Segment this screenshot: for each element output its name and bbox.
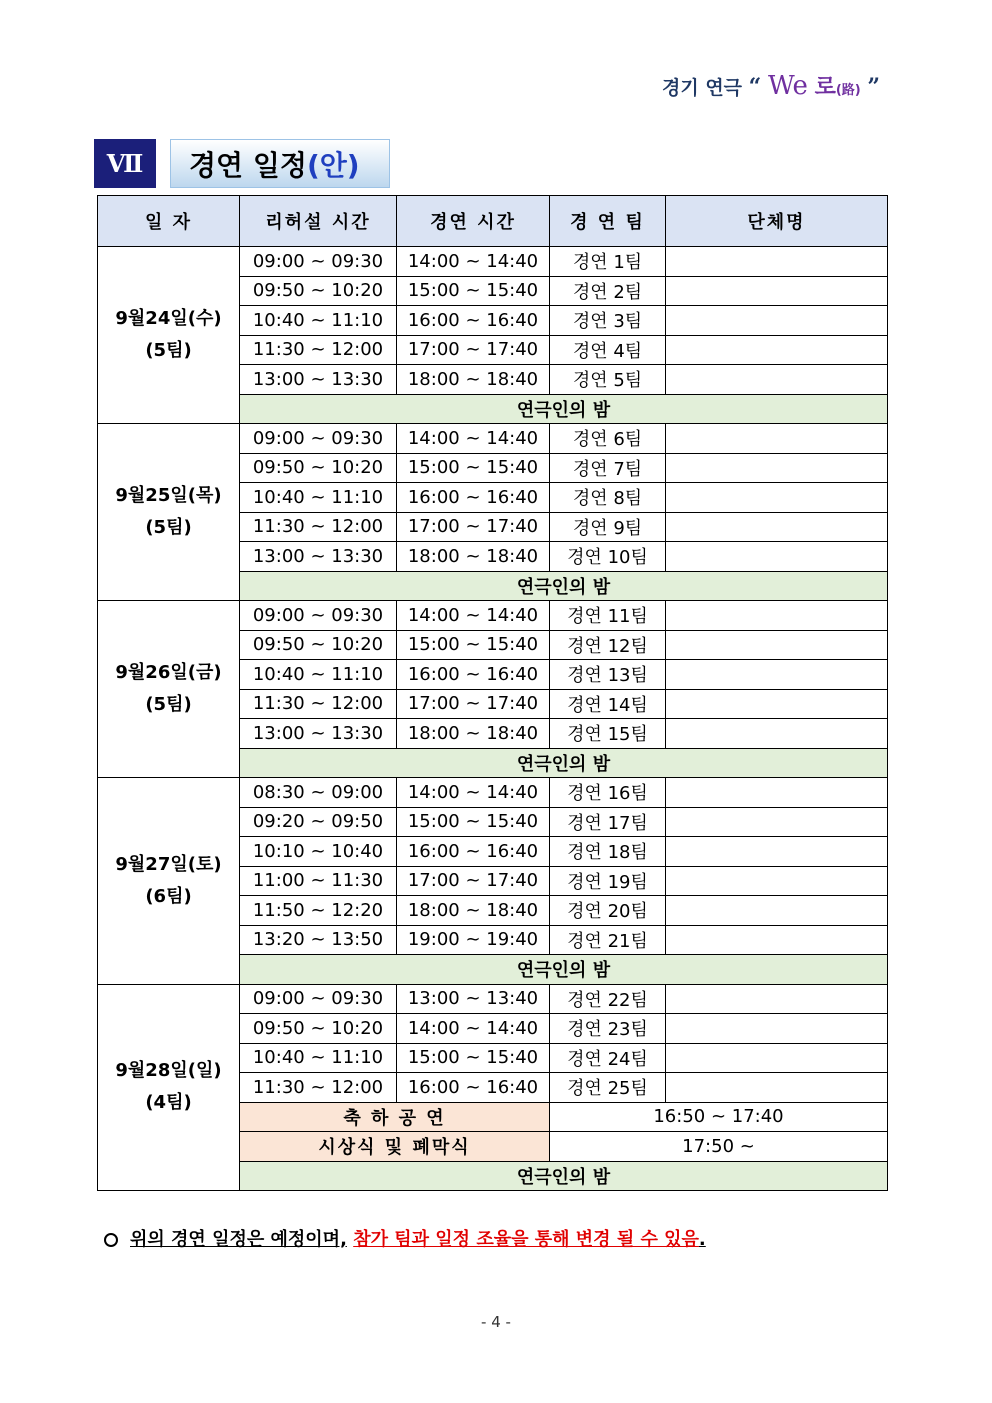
date-label: 9월24일(수): [115, 308, 222, 329]
team-name: 경연 24팀: [550, 1043, 666, 1073]
rehearsal-time: 09:50 ~ 10:20: [240, 630, 397, 660]
rehearsal-time: 09:50 ~ 10:20: [240, 276, 397, 306]
section-title-text: 경연 일정: [189, 148, 307, 182]
note-warning: 참가 팀과 일정 조율을 통해 변경 될 수 있음: [353, 1229, 699, 1250]
night-event: 연극인의 밤: [240, 394, 888, 424]
schedule-body: [98, 247, 888, 1191]
header-rehearsal: 리허설 시간: [240, 196, 397, 247]
group-name: [666, 837, 888, 867]
performance-time: 15:00 ~ 15:40: [397, 807, 550, 837]
performance-time: 18:00 ~ 18:40: [397, 542, 550, 572]
team-name: 경연 17팀: [550, 807, 666, 837]
header-we: We: [767, 71, 808, 101]
rehearsal-time: 10:40 ~ 11:10: [240, 483, 397, 513]
open-quote: “: [748, 74, 762, 100]
team-count: (6팀): [145, 885, 192, 907]
date-cell: [98, 778, 240, 985]
performance-time: 13:00 ~ 13:40: [397, 984, 550, 1014]
rehearsal-time: 09:00 ~ 09:30: [240, 424, 397, 454]
date-label: 9월25일(목): [115, 485, 222, 506]
date-cell: [98, 247, 240, 424]
team-name: 경연 12팀: [550, 630, 666, 660]
performance-time: 19:00 ~ 19:40: [397, 925, 550, 955]
performance-time: 14:00 ~ 14:40: [397, 247, 550, 277]
group-name: [666, 866, 888, 896]
group-name: [666, 778, 888, 808]
night-event: 연극인의 밤: [240, 748, 888, 778]
group-name: [666, 365, 888, 395]
performance-time: 14:00 ~ 14:40: [397, 778, 550, 808]
group-name: [666, 424, 888, 454]
section-title-suffix: (안): [306, 148, 360, 182]
close-quote: ”: [867, 74, 880, 100]
section-number: Ⅶ: [94, 139, 156, 188]
rehearsal-time: 11:50 ~ 12:20: [240, 896, 397, 926]
team-name: 경연 19팀: [550, 866, 666, 896]
date-label: 9월27일(토): [115, 853, 222, 875]
rehearsal-time: 13:00 ~ 13:30: [240, 365, 397, 395]
rehearsal-time: 08:30 ~ 09:00: [240, 778, 397, 808]
table-row: [98, 424, 888, 454]
rehearsal-time: 09:00 ~ 09:30: [240, 601, 397, 631]
performance-time: 17:00 ~ 17:40: [397, 866, 550, 896]
group-name: [666, 335, 888, 365]
performance-time: 14:00 ~ 14:40: [397, 601, 550, 631]
header-group: 단체명: [666, 196, 888, 247]
team-name: 경연 25팀: [550, 1073, 666, 1103]
table-row: [98, 247, 888, 277]
header-date: 일 자: [98, 196, 240, 247]
group-name: [666, 660, 888, 690]
rehearsal-time: 10:10 ~ 10:40: [240, 837, 397, 867]
team-count: (4팀): [145, 1092, 192, 1114]
header-performance: 경연 시간: [397, 196, 550, 247]
date-label: 9월28일(일): [115, 1060, 222, 1082]
team-name: 경연 5팀: [550, 365, 666, 395]
date-cell: [98, 601, 240, 778]
performance-time: 15:00 ~ 15:40: [397, 453, 550, 483]
header-ro: 로: [814, 75, 836, 100]
rehearsal-time: 11:30 ~ 12:00: [240, 335, 397, 365]
rehearsal-time: 13:20 ~ 13:50: [240, 925, 397, 955]
team-name: 경연 9팀: [550, 512, 666, 542]
rehearsal-time: 13:00 ~ 13:30: [240, 719, 397, 749]
team-count: (5팀): [145, 517, 192, 538]
performance-time: 18:00 ~ 18:40: [397, 896, 550, 926]
rehearsal-time: 11:30 ~ 12:00: [240, 1073, 397, 1103]
team-count: (5팀): [145, 340, 192, 361]
performance-time: 16:00 ~ 16:40: [397, 1073, 550, 1103]
group-name: [666, 453, 888, 483]
group-name: [666, 984, 888, 1014]
performance-time: 16:00 ~ 16:40: [397, 660, 550, 690]
schedule-note: [104, 1225, 706, 1251]
night-event: 연극인의 밤: [240, 955, 888, 985]
performance-time: 17:00 ~ 17:40: [397, 689, 550, 719]
rehearsal-time: 11:30 ~ 12:00: [240, 689, 397, 719]
team-name: 경연 22팀: [550, 984, 666, 1014]
rehearsal-time: 11:30 ~ 12:00: [240, 512, 397, 542]
group-name: [666, 1073, 888, 1103]
team-name: 경연 20팀: [550, 896, 666, 926]
date-cell: [98, 984, 240, 1191]
team-name: 경연 18팀: [550, 837, 666, 867]
group-name: [666, 276, 888, 306]
schedule-table: [97, 195, 888, 1191]
team-name: 경연 10팀: [550, 542, 666, 572]
group-name: [666, 306, 888, 336]
group-name: [666, 247, 888, 277]
rehearsal-time: 09:50 ~ 10:20: [240, 453, 397, 483]
night-event: 연극인의 밤: [240, 571, 888, 601]
note-period: .: [698, 1229, 706, 1250]
performance-time: 15:00 ~ 15:40: [397, 630, 550, 660]
group-name: [666, 601, 888, 631]
team-name: 경연 23팀: [550, 1014, 666, 1044]
performance-time: 14:00 ~ 14:40: [397, 424, 550, 454]
team-name: 경연 21팀: [550, 925, 666, 955]
team-name: 경연 16팀: [550, 778, 666, 808]
performance-time: 18:00 ~ 18:40: [397, 365, 550, 395]
performance-time: 15:00 ~ 15:40: [397, 276, 550, 306]
group-name: [666, 925, 888, 955]
celebration-time: 16:50 ~ 17:40: [550, 1102, 888, 1132]
table-header-row: [98, 196, 888, 247]
night-event: 연극인의 밤: [240, 1161, 888, 1191]
group-name: [666, 807, 888, 837]
date-label: 9월26일(금): [115, 662, 222, 683]
team-count: (5팀): [145, 694, 192, 715]
group-name: [666, 512, 888, 542]
team-name: 경연 14팀: [550, 689, 666, 719]
team-name: 경연 4팀: [550, 335, 666, 365]
group-name: [666, 1014, 888, 1044]
rehearsal-time: 09:20 ~ 09:50: [240, 807, 397, 837]
table-row: [98, 984, 888, 1014]
note-text: 위의 경연 일정은 예정이며,: [130, 1229, 347, 1250]
group-name: [666, 630, 888, 660]
group-name: [666, 1043, 888, 1073]
group-name: [666, 719, 888, 749]
team-name: 경연 13팀: [550, 660, 666, 690]
document-header: [662, 70, 880, 101]
rehearsal-time: 10:40 ~ 11:10: [240, 660, 397, 690]
performance-time: 15:00 ~ 15:40: [397, 1043, 550, 1073]
header-han: (路): [835, 83, 861, 98]
date-cell: [98, 424, 240, 601]
rehearsal-time: 09:00 ~ 09:30: [240, 984, 397, 1014]
performance-time: 17:00 ~ 17:40: [397, 335, 550, 365]
ceremony-time: 17:50 ~: [550, 1132, 888, 1162]
rehearsal-time: 11:00 ~ 11:30: [240, 866, 397, 896]
section-title: [170, 139, 390, 188]
rehearsal-time: 09:00 ~ 09:30: [240, 247, 397, 277]
team-name: 경연 8팀: [550, 483, 666, 513]
ceremony-label: 시상식 및 폐막식: [240, 1132, 550, 1162]
group-name: [666, 483, 888, 513]
performance-time: 17:00 ~ 17:40: [397, 512, 550, 542]
rehearsal-time: 13:00 ~ 13:30: [240, 542, 397, 572]
rehearsal-time: 09:50 ~ 10:20: [240, 1014, 397, 1044]
group-name: [666, 542, 888, 572]
performance-time: 16:00 ~ 16:40: [397, 837, 550, 867]
group-name: [666, 896, 888, 926]
performance-time: 16:00 ~ 16:40: [397, 483, 550, 513]
team-name: 경연 11팀: [550, 601, 666, 631]
rehearsal-time: 10:40 ~ 11:10: [240, 306, 397, 336]
table-row: [98, 601, 888, 631]
group-name: [666, 689, 888, 719]
rehearsal-time: 10:40 ~ 11:10: [240, 1043, 397, 1073]
header-prefix: 경기 연극: [662, 77, 743, 99]
performance-time: 14:00 ~ 14:40: [397, 1014, 550, 1044]
page-number: - 4 -: [481, 1313, 511, 1331]
team-name: 경연 15팀: [550, 719, 666, 749]
bullet-circle-icon: [104, 1233, 118, 1247]
header-team: 경 연 팀: [550, 196, 666, 247]
team-name: 경연 6팀: [550, 424, 666, 454]
performance-time: 18:00 ~ 18:40: [397, 719, 550, 749]
table-row: [98, 778, 888, 808]
team-name: 경연 1팀: [550, 247, 666, 277]
team-name: 경연 7팀: [550, 453, 666, 483]
celebration-label: 축 하 공 연: [240, 1102, 550, 1132]
team-name: 경연 3팀: [550, 306, 666, 336]
performance-time: 16:00 ~ 16:40: [397, 306, 550, 336]
team-name: 경연 2팀: [550, 276, 666, 306]
